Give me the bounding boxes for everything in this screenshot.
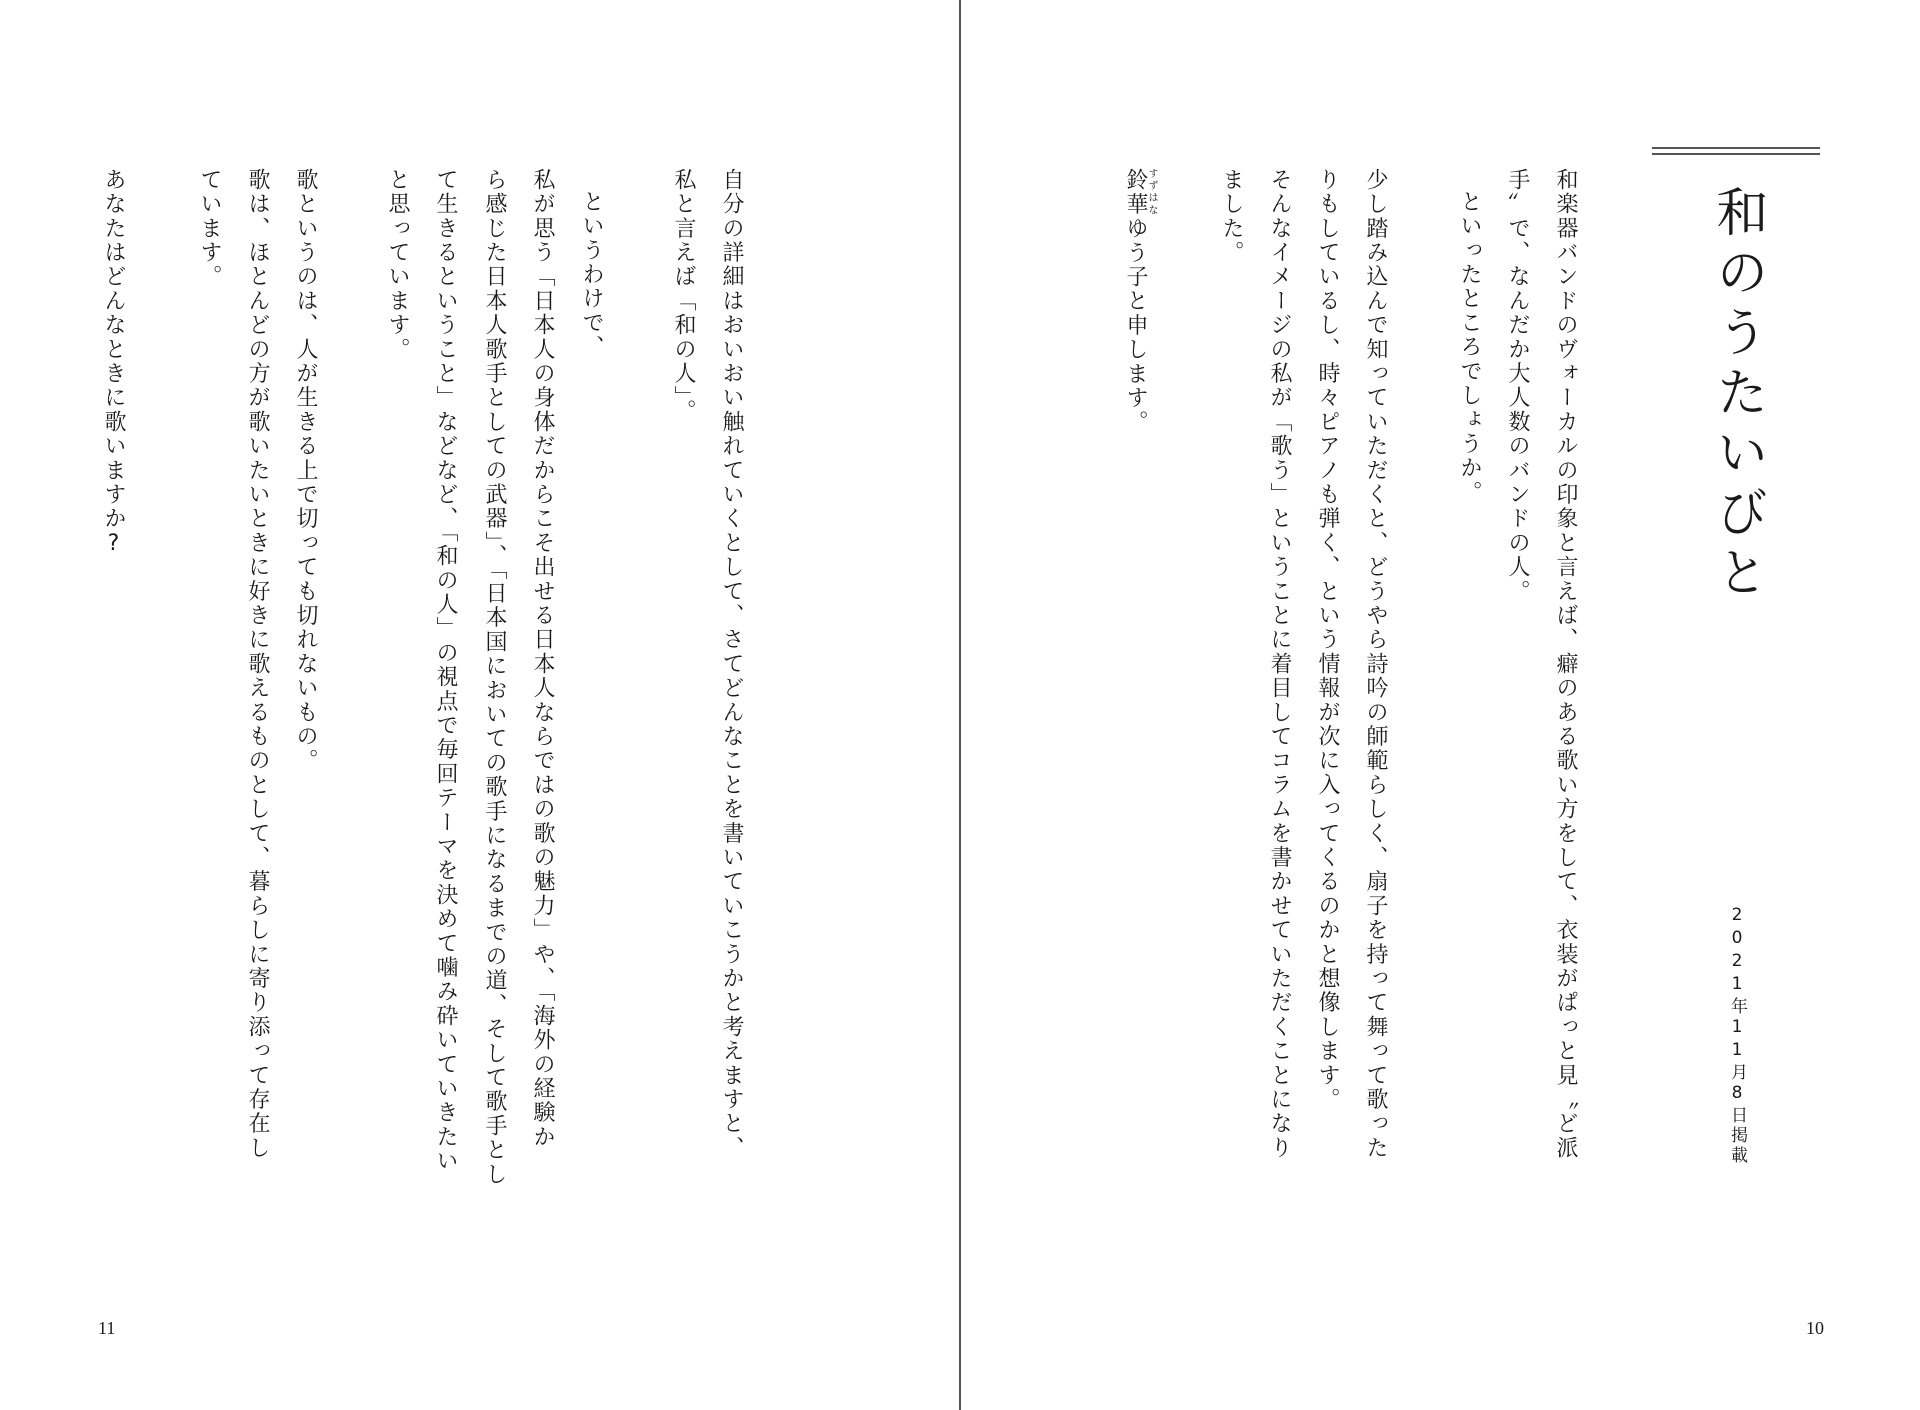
- left-line-2: 私と言えば「和の人」。: [671, 168, 696, 424]
- right-page: [962, 0, 1920, 1410]
- author-surname: 鈴華すずはな: [1123, 168, 1157, 217]
- left-line-11: あなたはどんなときに歌いますか?: [101, 168, 126, 559]
- author-given: ゆう子と申します。: [1123, 216, 1148, 435]
- right-line-7: ました。: [1219, 168, 1244, 265]
- publication-date: 2021年11月8日掲載: [1727, 905, 1747, 1166]
- right-line-1: 和楽器バンドのヴォーカルの印象と言えば、癖のある歌い方をして、衣装がぱっと見〝ど派: [1553, 168, 1578, 1161]
- left-line-8: 歌というのは、人が生きる上で切っても切れないもの。: [293, 168, 318, 773]
- left-line-5: ら感じた日本人歌手としての武器」、「日本国においての歌手になるまでの道、そして歌手とし: [482, 168, 507, 1187]
- right-line-4: 少し踏み込んで知っていただくと、どうやら詩吟の師範らしく、扇子を持って舞って歌った: [1363, 168, 1388, 1161]
- right-page-number: 10: [1806, 1318, 1824, 1338]
- right-line-2: 手〟で、なんだか大人数のバンドの人。: [1505, 168, 1530, 604]
- left-line-1: 自分の詳細はおいおい触れていくとして、さてどんなことを書いていこうかと考えますと、: [719, 168, 744, 1161]
- left-line-9: 歌は、ほとんどの方が歌いたいときに好きに歌えるものとして、暮らしに寄り添って存在し: [245, 168, 270, 1161]
- author-signature: [1118, 168, 1157, 435]
- title-rule: [1652, 147, 1820, 155]
- right-line-3: といったところでしょうか。: [1457, 190, 1482, 505]
- left-line-10: ています。: [197, 168, 222, 289]
- left-line-7: と思っています。: [385, 168, 410, 362]
- right-line-6: そんなイメージの私が「歌う」ということに着目してコラムを書かせていただくことになり: [1267, 168, 1292, 1161]
- page-title: 和のうたいびと: [1707, 185, 1767, 605]
- left-line-4: 私が思う「日本人の身体だからこそ出せる日本人ならではの歌の魅力」や、「海外の経験か: [530, 168, 555, 1150]
- gutter-line: [959, 0, 961, 1410]
- left-line-6: て生きるということ」などなど、「和の人」の視点で毎回テーマを決めて噛み砕いていきたい: [433, 168, 458, 1174]
- left-page-number: 11: [98, 1318, 116, 1338]
- left-line-3: というわけで、: [579, 190, 604, 360]
- right-line-5: りもしているし、時々ピアノも弾く、という情報が次に入ってくるのかと想像します。: [1315, 168, 1340, 1112]
- left-page: [0, 0, 958, 1410]
